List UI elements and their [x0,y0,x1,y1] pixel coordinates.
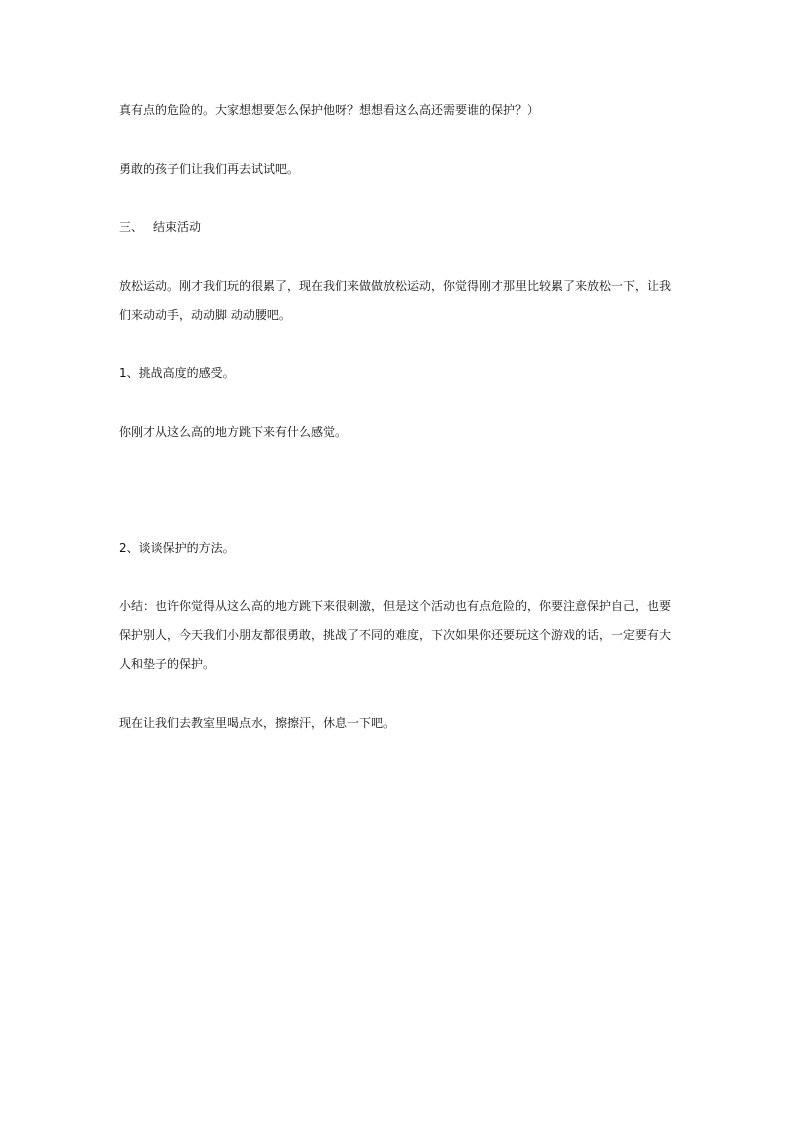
paragraph-summary: 小结：也许你觉得从这么高的地方跳下来很刺激，但是这个活动也有点危险的，你要注意保护自己，也要保护别人，今天我们小朋友都很勇敢，挑战了不同的难度，下次如果你还要玩这个游戏的话，一定要有大人和垫子的保护。 [119,599,672,671]
paragraph-jump-feeling: 你刚才从这么高的地方跳下来有什么感觉。 [119,425,348,439]
list-item-protection-methods: 2、谈谈保护的方法。 [119,541,235,555]
paragraph-relax-exercise: 放松运动。刚才我们玩的很累了，现在我们来做做放松运动，你觉得刚才那里比较累了来放松一下，让我们来动动手，动动脚 动动腰吧。 [119,279,672,322]
section-title: 结束活动 [153,220,202,234]
list-item-height-feeling: 1、挑战高度的感受。 [119,366,235,380]
paragraph-rest: 现在让我们去教室里喝点水，擦擦汗，休息一下吧。 [119,716,396,730]
paragraph-danger-question: 真有点的危险的。大家想想要怎么保护他呀？想想看这么高还需要谁的保护？） [119,103,540,117]
section-heading-end-activity [119,213,679,242]
paragraph-brave-children: 勇敢的孩子们让我们再去试试吧。 [119,162,300,176]
section-number: 三、 [119,220,144,234]
